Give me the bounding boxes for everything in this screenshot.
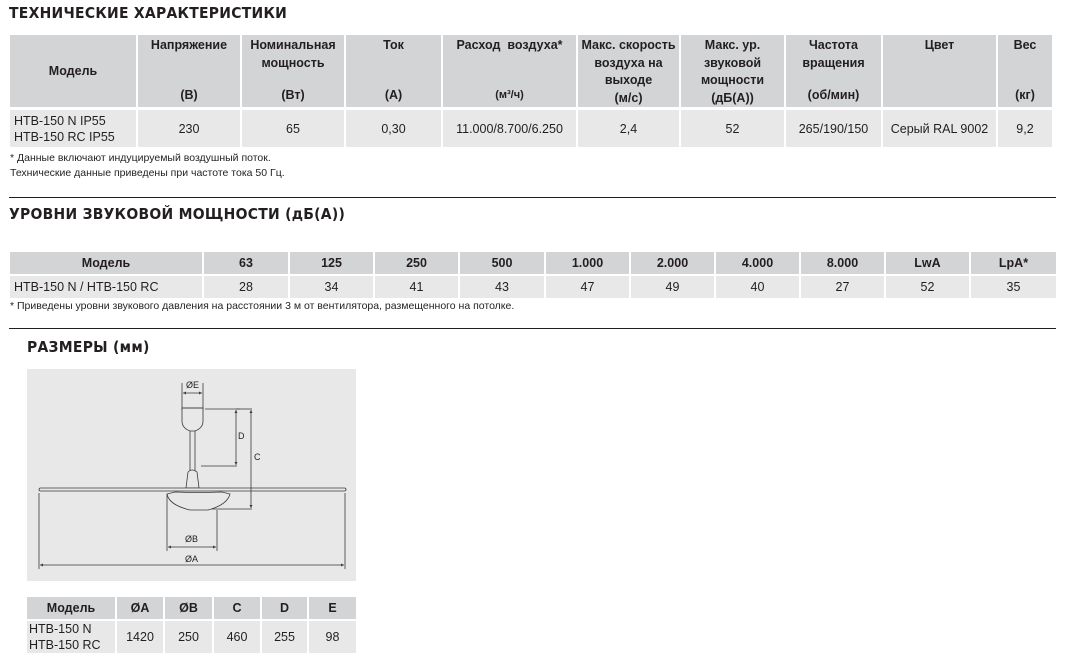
header-airflow <box>443 35 576 107</box>
header-unit: (м³/ч) <box>495 88 524 101</box>
cell-air-speed: 2,4 <box>578 110 679 147</box>
header-label: Макс. скорость воздуха на выходе <box>581 38 676 87</box>
label-e: ØE <box>186 380 200 390</box>
cell-dim-d: 255 <box>262 621 307 653</box>
header-label: Расход воздуха* <box>456 38 563 52</box>
sound-levels-title: УРОВНИ ЗВУКОВОЙ МОЩНОСТИ (дБ(А)) <box>9 205 346 223</box>
header-current <box>346 35 441 107</box>
cell-dim-c: 460 <box>214 621 260 653</box>
header-label: Номинальная мощность <box>250 38 336 70</box>
header-label: Вес <box>1013 38 1037 52</box>
cell-dim-a: 1420 <box>117 621 163 653</box>
header-unit: (м/с) <box>614 90 643 105</box>
header-lwa: LwA <box>886 252 969 274</box>
footnote-sound-pressure: * Приведены уровни звукового давления на расстоянии 3 м от вентилятора, размещенного на потолке. <box>10 300 515 312</box>
label-c: C <box>254 452 261 462</box>
cell-lwa: 52 <box>886 276 969 298</box>
table-row-model <box>10 110 136 147</box>
header-unit: (В) <box>180 87 198 102</box>
header-air-speed <box>578 35 679 107</box>
model-name: HTB-150 RC <box>29 638 101 652</box>
cell-power: 65 <box>242 110 344 147</box>
header-freq-250: 250 <box>375 252 458 274</box>
header-freq-8000: 8.000 <box>801 252 884 274</box>
cell-freq-500: 43 <box>460 276 544 298</box>
header-color <box>883 35 996 107</box>
tech-specs-title: ТЕХНИЧЕСКИЕ ХАРАКТЕРИСТИКИ <box>9 4 288 22</box>
cell-voltage: 230 <box>138 110 240 147</box>
header-freq-125: 125 <box>290 252 373 274</box>
cell-model: HTB-150 N / HTB-150 RC <box>10 276 202 298</box>
header-dim-d: D <box>262 597 307 619</box>
header-freq-500: 500 <box>460 252 544 274</box>
cell-sound-power: 52 <box>681 110 784 147</box>
fan-dimension-diagram <box>27 369 356 581</box>
header-weight <box>998 35 1052 107</box>
cell-rpm: 265/190/150 <box>786 110 881 147</box>
header-rpm <box>786 35 881 107</box>
cell-model <box>27 621 115 653</box>
footnote-frequency: Технические данные приведены при частоте тока 50 Гц. <box>10 167 285 179</box>
header-dim-e: E <box>309 597 356 619</box>
cell-weight: 9,2 <box>998 110 1052 147</box>
header-model: Модель <box>27 597 115 619</box>
label-b: ØB <box>185 534 199 544</box>
cell-freq-8000: 27 <box>801 276 884 298</box>
header-label: Напряжение <box>150 38 228 52</box>
footnote-airflow: * Данные включают индуцируемый воздушный поток. <box>10 152 271 164</box>
header-label: Модель <box>48 64 98 78</box>
cell-freq-125: 34 <box>290 276 373 298</box>
header-label: Частота вращения <box>802 38 865 70</box>
cell-freq-63: 28 <box>204 276 288 298</box>
header-dim-c: C <box>214 597 260 619</box>
model-name: HTB-150 N IP55 <box>14 113 106 128</box>
header-unit: (А) <box>384 87 403 102</box>
section-divider <box>9 328 1056 329</box>
cell-dim-e: 98 <box>309 621 356 653</box>
model-name: HTB-150 RC IP55 <box>14 129 115 144</box>
cell-color: Серый RAL 9002 <box>883 110 996 147</box>
header-lpa: LpA* <box>971 252 1056 274</box>
header-model <box>10 35 136 107</box>
header-model: Модель <box>10 252 202 274</box>
label-a: ØA <box>185 554 199 564</box>
dimensions-title: РАЗМЕРЫ (мм) <box>27 338 150 356</box>
cell-airflow: 11.000/8.700/6.250 <box>443 110 576 147</box>
header-sound-power <box>681 35 784 107</box>
header-freq-1000: 1.000 <box>546 252 629 274</box>
label-d: D <box>238 431 245 441</box>
header-voltage <box>138 35 240 107</box>
cell-lpa: 35 <box>971 276 1056 298</box>
model-name: HTB-150 N <box>29 622 92 636</box>
cell-freq-250: 41 <box>375 276 458 298</box>
header-dim-a: ØA <box>117 597 163 619</box>
header-unit: (об/мин) <box>807 87 860 102</box>
header-unit: (Вт) <box>281 87 305 102</box>
cell-current: 0,30 <box>346 110 441 147</box>
header-label: Ток <box>383 38 404 52</box>
ceiling-fan-drawing <box>27 369 356 581</box>
cell-freq-4000: 40 <box>716 276 799 298</box>
header-unit: (кг) <box>1015 87 1035 102</box>
section-divider <box>9 197 1056 198</box>
cell-freq-2000: 49 <box>631 276 714 298</box>
header-power <box>242 35 344 107</box>
header-label: Макс. ур. звуковой мощности <box>700 38 765 87</box>
header-label: Цвет <box>924 38 955 52</box>
header-freq-2000: 2.000 <box>631 252 714 274</box>
header-freq-4000: 4.000 <box>716 252 799 274</box>
cell-dim-b: 250 <box>165 621 212 653</box>
cell-freq-1000: 47 <box>546 276 629 298</box>
header-unit: (дБ(А)) <box>711 90 754 105</box>
header-dim-b: ØB <box>165 597 212 619</box>
header-freq-63: 63 <box>204 252 288 274</box>
